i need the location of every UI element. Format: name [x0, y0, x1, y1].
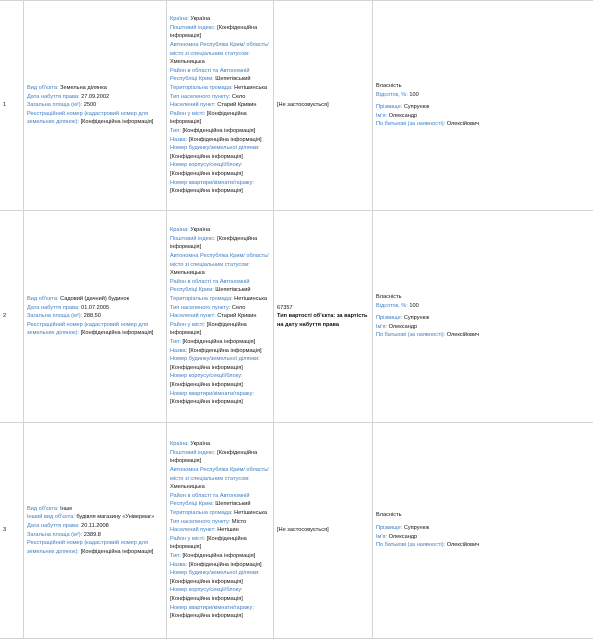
right-type-value: Власність: [376, 512, 402, 519]
acquisition-date-field: [27, 93, 163, 102]
acquisition-date-label: Дата набуття права:: [27, 304, 80, 311]
owner-patronymic-label: По батькові (за наявності):: [376, 121, 446, 128]
owner-patronymic-label: По батькові (за наявності):: [376, 542, 446, 549]
total-area-field: [27, 101, 163, 110]
row-number: [0, 211, 24, 423]
street-type-label: Тип:: [170, 552, 181, 559]
cost-type-note-value: Тип вартості об'єкта: за вартість на дату набуття права: [277, 313, 368, 328]
owner-cell: [373, 211, 593, 423]
street-name-label: Назва:: [170, 347, 188, 354]
country-value: Україна: [190, 441, 211, 448]
building-number-value: [Конфіденційна інформація]: [170, 170, 243, 177]
region-field: [170, 41, 270, 67]
apartment-number-value: [Конфіденційна інформація]: [170, 399, 243, 406]
cost-not-applicable: [277, 526, 369, 535]
owner-surname-value: Супрунюк: [403, 524, 430, 531]
apartment-number-value: [Конфіденційна інформація]: [170, 613, 243, 620]
cost-amount-value: 67357: [277, 304, 293, 311]
object-type-label: Вид об'єкта:: [27, 85, 59, 92]
total-area-field: [27, 531, 163, 540]
region-label: Автономна Республіка Крим/ область/місто зі спеціальним статусом:: [170, 253, 269, 268]
object-cell: [24, 1, 167, 211]
city-district-label: Район у місті:: [170, 535, 206, 542]
total-area-label: Загальна площа (м²):: [27, 102, 83, 109]
apartment-number-field: [170, 390, 270, 407]
registration-number-field: [27, 539, 163, 556]
registration-number-field: [27, 110, 163, 127]
owner-surname-label: Прізвище:: [376, 315, 403, 322]
city-district-label: Район у місті:: [170, 110, 206, 117]
community-value: Нетішинська: [234, 85, 268, 92]
object-type-field: [27, 84, 163, 93]
acquisition-date-label: Дата набуття права:: [27, 93, 80, 100]
postcode-label: Поштовий індекс:: [170, 449, 216, 456]
apartment-number-label: Номер квартири/кімнати/гаражу:: [170, 390, 254, 397]
settlement-type-label: Тип населеного пункту:: [170, 518, 231, 525]
cost-not-applicable: [277, 101, 369, 110]
owner-cell: [373, 1, 593, 211]
owner-surname-field: [376, 524, 593, 533]
owner-cell: [373, 423, 593, 639]
object-cell: [24, 211, 167, 423]
house-number-field: [170, 355, 270, 372]
owner-surname-value: Супрунюк: [403, 315, 430, 322]
region-label: Автономна Республіка Крим/ область/місто зі спеціальним статусом:: [170, 42, 269, 57]
owner-name-label: Ім'я:: [376, 533, 388, 540]
row-number: [0, 1, 24, 211]
settlement-type-field: [170, 93, 270, 102]
object-type-field: [27, 505, 163, 514]
acquisition-date-value: 20.11.2008: [81, 522, 109, 529]
country-value: Україна: [190, 16, 211, 23]
district-value: Шепетівський: [215, 501, 251, 508]
country-label: Країна:: [170, 16, 189, 23]
object-type-value: Садовий (дачний) будинок: [60, 296, 130, 303]
settlement-field: [170, 526, 270, 535]
settlement-type-field: [170, 518, 270, 527]
object-type-label: Вид об'єкта:: [27, 505, 59, 512]
postcode-value: [Конфіденційна інформація]: [170, 449, 258, 465]
owner-patronymic-value: Олексійович: [446, 121, 480, 128]
building-number-label: Номер корпусу/секції/блоку:: [170, 373, 243, 380]
house-number-value: [Конфіденційна інформація]: [170, 578, 243, 585]
community-value: Нетішинська: [234, 296, 268, 303]
owner-name-label: Ім'я:: [376, 323, 388, 330]
region-value: Хмельницька: [170, 59, 205, 66]
owner-surname-label: Прізвище:: [376, 524, 403, 531]
settlement-type-value: Село: [231, 304, 246, 311]
acquisition-date-value: 27.09.2002: [81, 93, 110, 100]
object-type-label: Вид об'єкта:: [27, 296, 59, 303]
community-value: Нетішинська: [234, 510, 268, 517]
registration-number-value: [Конфіденційна інформація]: [80, 119, 154, 126]
share-label: Відсоток, %:: [376, 302, 408, 309]
cost-cell: [274, 423, 373, 639]
object-other-type-field: [27, 513, 163, 522]
district-label: Район в області та Автономній Республіці Крим:: [170, 278, 250, 294]
owner-name-field: [376, 112, 593, 121]
postcode-field: [170, 449, 270, 466]
district-value: Шепетівський: [215, 287, 251, 294]
right-type: [376, 82, 593, 91]
street-name-field: [170, 347, 270, 356]
district-field: [170, 278, 270, 295]
building-number-field: [170, 372, 270, 389]
total-area-value: 2389.8: [83, 531, 101, 538]
house-number-value: [Конфіденційна інформація]: [170, 153, 243, 160]
street-type-label: Тип:: [170, 338, 181, 345]
community-label: Територіальна громада:: [170, 85, 233, 92]
district-field: [170, 492, 270, 509]
region-value: Хмельницька: [170, 270, 205, 277]
row-number: [0, 423, 24, 639]
region-field: [170, 466, 270, 492]
region-value: Хмельницька: [170, 484, 205, 491]
settlement-type-field: [170, 304, 270, 313]
city-district-value: [Конфіденційна інформація]: [170, 321, 247, 337]
building-number-field: [170, 586, 270, 603]
city-district-field: [170, 110, 270, 127]
share-value: 100: [409, 91, 419, 98]
total-area-value: 2500: [83, 102, 97, 109]
owner-patronymic-value: Олексійович: [446, 332, 480, 339]
city-district-field: [170, 321, 270, 338]
street-type-value: [Конфіденційна інформація]: [182, 127, 256, 134]
house-number-label: Номер будинку/земельної ділянки:: [170, 145, 260, 152]
district-field: [170, 67, 270, 84]
country-field: [170, 440, 270, 449]
owner-patronymic-field: [376, 120, 593, 129]
settlement-type-value: Село: [231, 93, 246, 100]
share-field: [376, 302, 593, 311]
table-row: [0, 1, 593, 211]
house-number-label: Номер будинку/земельної ділянки:: [170, 356, 260, 363]
house-number-value: [Конфіденційна інформація]: [170, 364, 243, 371]
country-value: Україна: [190, 227, 211, 234]
total-area-label: Загальна площа (м²):: [27, 531, 83, 538]
city-district-label: Район у місті:: [170, 321, 206, 328]
settlement-label: Населений пункт:: [170, 527, 216, 534]
owner-name-label: Ім'я:: [376, 112, 388, 119]
country-label: Країна:: [170, 227, 189, 234]
settlement-type-value: Місто: [231, 518, 247, 525]
apartment-number-label: Номер квартири/кімнати/гаражу:: [170, 179, 254, 186]
cost-type-note: [277, 312, 369, 329]
building-number-field: [170, 161, 270, 178]
owner-patronymic-value: Олексійович: [446, 542, 480, 549]
settlement-type-label: Тип населеного пункту:: [170, 304, 231, 311]
street-type-label: Тип:: [170, 127, 181, 134]
apartment-number-value: [Конфіденційна інформація]: [170, 188, 243, 195]
settlement-value: Старий Кривин: [217, 313, 257, 320]
cost-cell: [274, 211, 373, 423]
right-type: [376, 293, 593, 302]
city-district-value: [Конфіденційна інформація]: [170, 535, 247, 551]
district-value: Шепетівський: [215, 76, 251, 83]
city-district-field: [170, 535, 270, 552]
street-type-field: [170, 127, 270, 136]
row-number-value: 2: [3, 313, 7, 320]
street-name-value: [Конфіденційна інформація]: [188, 561, 262, 568]
registration-number-value: [Конфіденційна інформація]: [80, 548, 154, 555]
city-district-value: [Конфіденційна інформація]: [170, 110, 247, 126]
settlement-field: [170, 312, 270, 321]
apartment-number-field: [170, 179, 270, 196]
apartment-number-field: [170, 604, 270, 621]
table-row: [0, 423, 593, 639]
community-field: [170, 509, 270, 518]
street-type-value: [Конфіденційна інформація]: [182, 338, 256, 345]
registration-number-label: Реєстраційний номер (кадастровий номер для земельних ділянок):: [27, 321, 148, 337]
total-area-value: 288,50: [83, 313, 101, 320]
postcode-label: Поштовий індекс:: [170, 24, 216, 31]
owner-name-field: [376, 533, 593, 542]
address-cell: [167, 1, 274, 211]
postcode-field: [170, 24, 270, 41]
house-number-field: [170, 569, 270, 586]
street-name-label: Назва:: [170, 561, 188, 568]
postcode-field: [170, 235, 270, 252]
owner-name-field: [376, 323, 593, 332]
address-cell: [167, 423, 274, 639]
object-other-type-value: будівля магазину «Універмаг»: [76, 514, 155, 521]
cost-cell: [274, 1, 373, 211]
building-number-label: Номер корпусу/секції/блоку:: [170, 162, 243, 169]
share-label: Відсоток, %:: [376, 91, 408, 98]
acquisition-date-value: 01.07.2005: [81, 304, 110, 311]
property-table-body: [0, 1, 593, 639]
acquisition-date-field: [27, 304, 163, 313]
street-name-value: [Конфіденційна інформація]: [188, 347, 262, 354]
street-type-value: [Конфіденційна інформація]: [182, 552, 256, 559]
street-name-field: [170, 561, 270, 570]
object-type-value: Інше: [60, 505, 73, 512]
community-label: Територіальна громада:: [170, 510, 233, 517]
registration-number-field: [27, 321, 163, 338]
object-cell: [24, 423, 167, 639]
building-number-value: [Конфіденційна інформація]: [170, 381, 243, 388]
district-label: Район в області та Автономній Республіці Крим:: [170, 67, 250, 83]
owner-surname-field: [376, 103, 593, 112]
postcode-value: [Конфіденційна інформація]: [170, 235, 258, 251]
total-area-label: Загальна площа (м²):: [27, 313, 83, 320]
table-row: [0, 211, 593, 423]
owner-name-value: Олександр: [388, 112, 418, 119]
cost-not-applicable-value: [Не застосовується]: [277, 102, 329, 109]
house-number-field: [170, 144, 270, 161]
country-label: Країна:: [170, 441, 189, 448]
country-field: [170, 15, 270, 24]
address-cell: [167, 211, 274, 423]
building-number-value: [Конфіденційна інформація]: [170, 595, 243, 602]
community-field: [170, 84, 270, 93]
row-number-value: 1: [3, 102, 7, 109]
right-type-value: Власність: [376, 294, 402, 301]
cost-amount: [277, 304, 369, 313]
region-label: Автономна Республіка Крим/ область/місто зі спеціальним статусом:: [170, 467, 269, 482]
registration-number-label: Реєстраційний номер (кадастровий номер для земельних ділянок):: [27, 110, 148, 126]
owner-name-value: Олександр: [388, 323, 418, 330]
postcode-value: [Конфіденційна інформація]: [170, 24, 258, 40]
owner-surname-value: Супрунюк: [403, 104, 430, 111]
postcode-label: Поштовий індекс:: [170, 235, 216, 242]
right-type-value: Власність: [376, 83, 402, 90]
owner-patronymic-field: [376, 331, 593, 340]
settlement-label: Населений пункт:: [170, 313, 216, 320]
settlement-value: Нетішин: [217, 527, 239, 534]
right-type: [376, 511, 593, 520]
community-field: [170, 295, 270, 304]
settlement-type-label: Тип населеного пункту:: [170, 93, 231, 100]
object-other-type-label: Інший вид об'єкта:: [27, 514, 75, 521]
cost-not-applicable-value: [Не застосовується]: [277, 527, 329, 534]
registration-number-value: [Конфіденційна інформація]: [80, 330, 154, 337]
settlement-field: [170, 101, 270, 110]
street-name-field: [170, 136, 270, 145]
settlement-label: Населений пункт:: [170, 102, 216, 109]
settlement-value: Старий Кривин: [217, 102, 257, 109]
owner-surname-field: [376, 314, 593, 323]
owner-surname-label: Прізвище:: [376, 104, 403, 111]
row-number-value: 3: [3, 527, 7, 534]
share-field: [376, 91, 593, 100]
owner-name-value: Олександр: [388, 533, 418, 540]
country-field: [170, 226, 270, 235]
region-field: [170, 252, 270, 278]
owner-patronymic-label: По батькові (за наявності):: [376, 332, 446, 339]
district-label: Район в області та Автономній Республіці Крим:: [170, 492, 250, 508]
building-number-label: Номер корпусу/секції/блоку:: [170, 587, 243, 594]
object-type-field: [27, 295, 163, 304]
object-type-value: Земельна ділянка: [60, 85, 107, 92]
share-value: 100: [409, 302, 419, 309]
owner-patronymic-field: [376, 541, 593, 550]
total-area-field: [27, 312, 163, 321]
street-name-label: Назва:: [170, 136, 188, 143]
street-name-value: [Конфіденційна інформація]: [188, 136, 262, 143]
street-type-field: [170, 338, 270, 347]
community-label: Територіальна громада:: [170, 296, 233, 303]
apartment-number-label: Номер квартири/кімнати/гаражу:: [170, 604, 254, 611]
acquisition-date-field: [27, 522, 163, 531]
street-type-field: [170, 552, 270, 561]
acquisition-date-label: Дата набуття права:: [27, 522, 80, 529]
house-number-label: Номер будинку/земельної ділянки:: [170, 570, 260, 577]
registration-number-label: Реєстраційний номер (кадастровий номер для земельних ділянок):: [27, 540, 148, 555]
